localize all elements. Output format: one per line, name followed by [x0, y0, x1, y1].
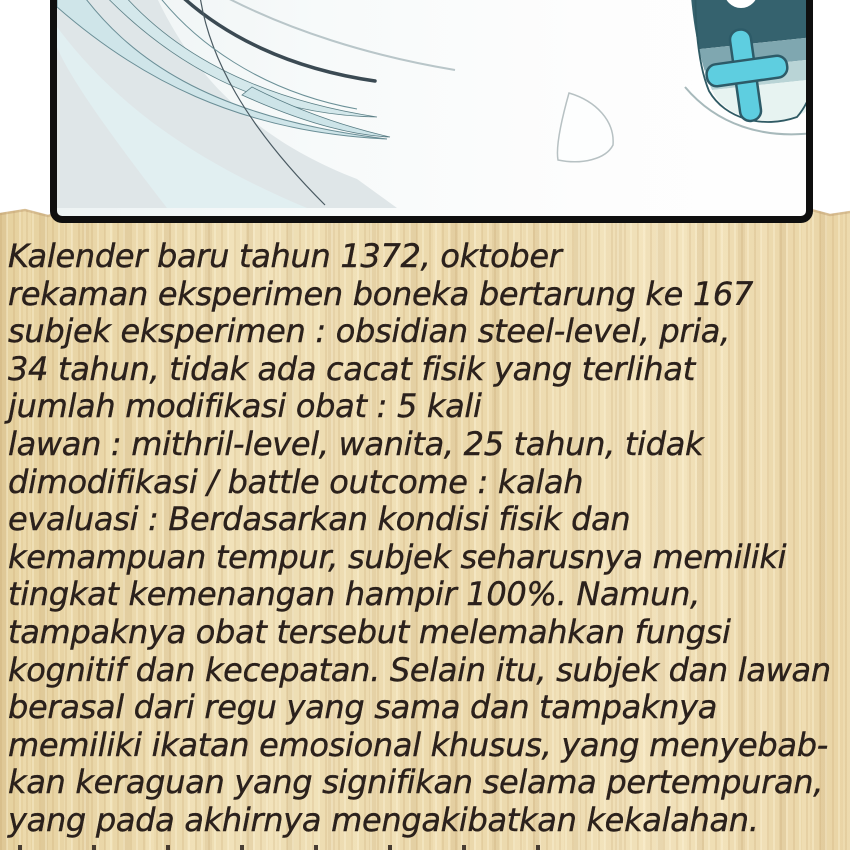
journal-line: yang pada akhirnya mengakibatkan kekalahan. [8, 800, 759, 839]
journal-line: memiliki ikatan emosional khusus, yang menyebab- [8, 725, 828, 764]
journal-line: kan keraguan yang signifikan selama pertempuran, [8, 763, 824, 802]
character-hair [57, 0, 455, 208]
panel-artwork [57, 0, 806, 208]
journal-line: evaluasi : Berdasarkan kondisi fisik dan [8, 500, 631, 539]
journal-line: rekaman eksperimen boneka bertarung ke 167 [8, 274, 754, 313]
journal-line: tampaknya obat tersebut melemahkan fungsi [8, 612, 731, 651]
journal-line: subjek eksperimen : obsidian steel-level, pria, [8, 312, 730, 351]
journal-text [8, 238, 850, 840]
comic-panel [50, 0, 813, 223]
journal-line: berasal dari regu yang sama dan tampaknya [8, 688, 718, 727]
journal-line: tingkat kemenangan hampir 100%. Namun, [8, 575, 700, 614]
journal-line: 34 tahun, tidak ada cacat fisik yang terlihat [8, 349, 695, 388]
journal-line: jumlah modifikasi obat : 5 kali [8, 387, 482, 426]
journal-line: kemampuan tempur, subjek seharusnya memiliki [8, 537, 787, 576]
nose-line [557, 93, 613, 162]
journal-line: Kalender baru tahun 1372, oktober [8, 237, 562, 275]
journal-line: kognitif dan kecepatan. Selain itu, subjek dan lawan [8, 650, 831, 689]
journal-line: lawan : mithril-level, wanita, 25 tahun, tidak [8, 424, 704, 463]
journal-line: dimodifikasi / battle outcome : kalah [8, 462, 584, 501]
character-eye [648, 0, 806, 185]
clipped-text-line [18, 845, 558, 850]
